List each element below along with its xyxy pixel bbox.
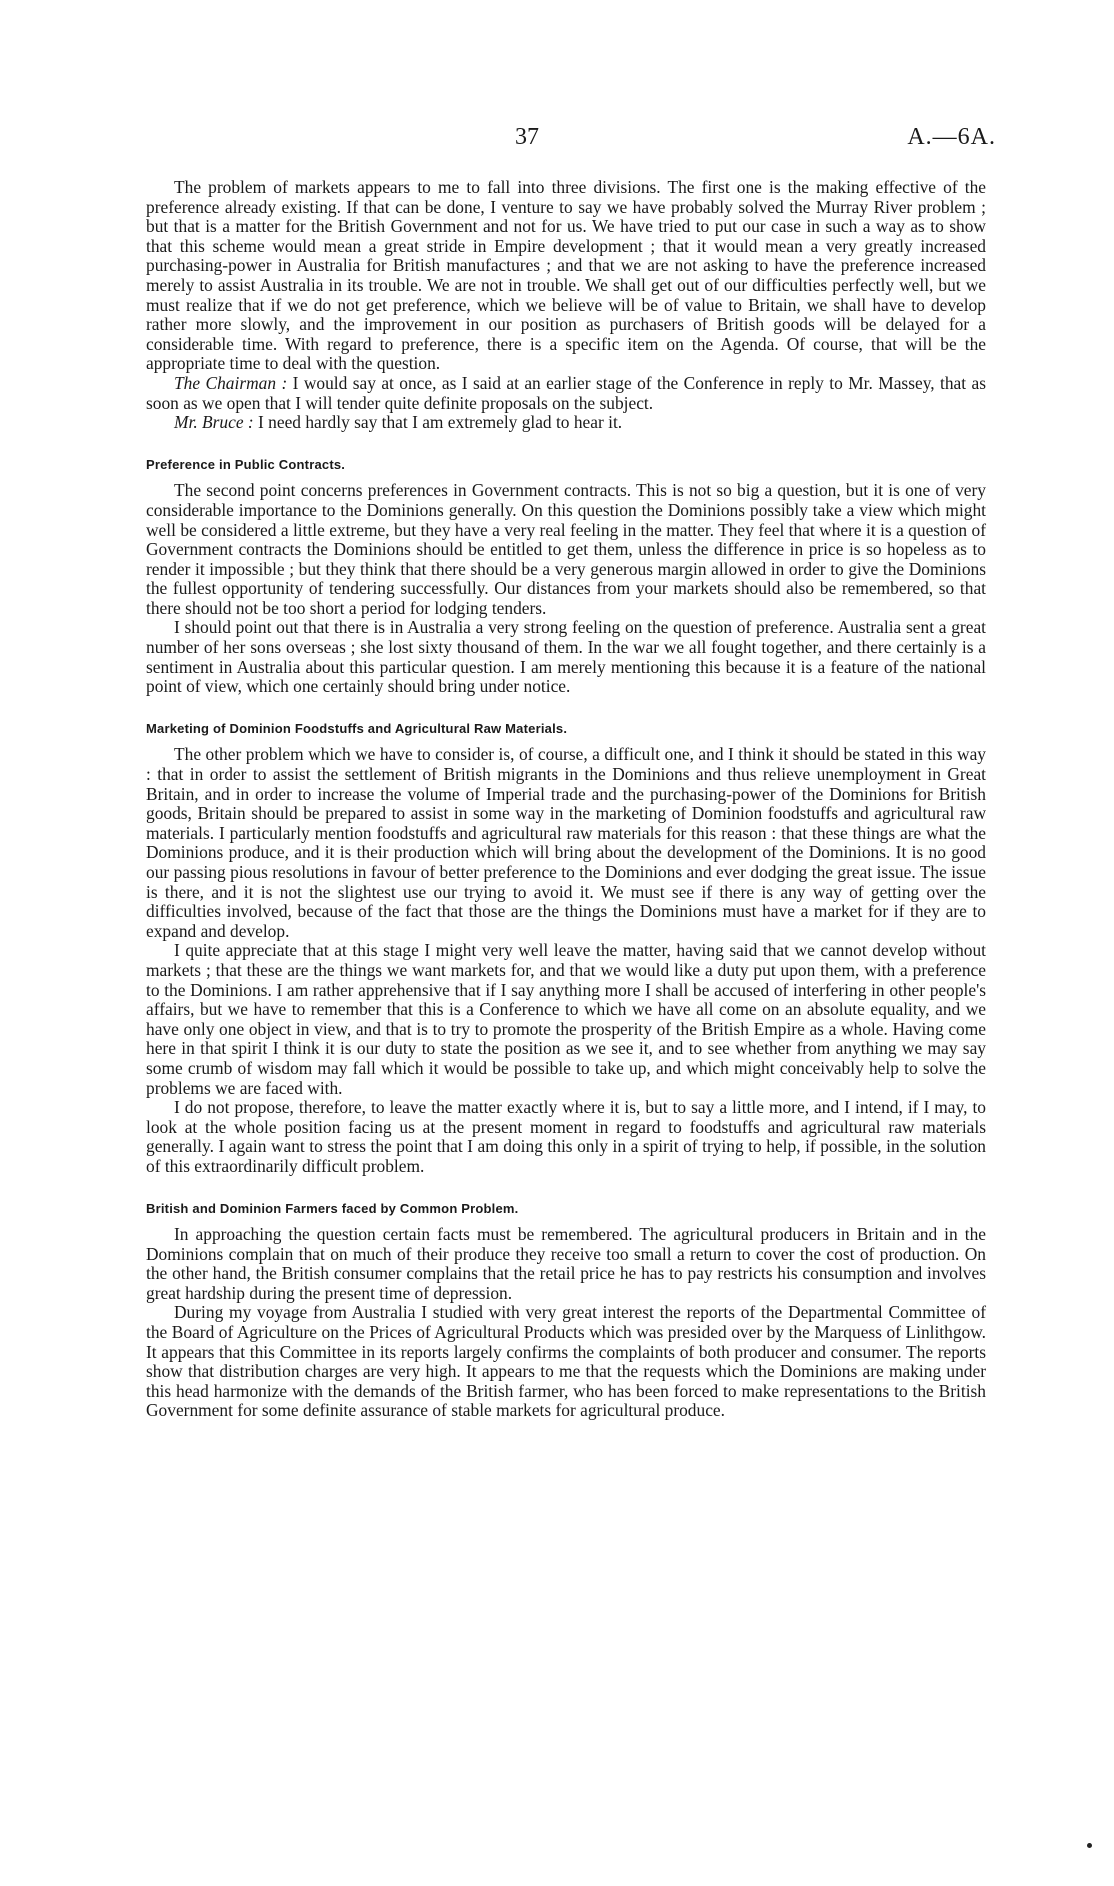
paragraph: The other problem which we have to consider is, of course, a difficult one, and I think it should be stated in this way : that in order to assist the settlement of British migrants in the Dominions and thus relieve unemployment in Great Britain, and in order to increase the volume of Imperial trade and the purchasing-power of the Dominions for British goods, Britain should be prepared to assist in some way in the marketing of Dominion foodstuffs and agricultural raw materials. I particularly mention foodstuffs and agricultural raw materials for this reason : that these things are what the Dominions produce, and it is their production which will bring about the development of the Dominions. It is no good our passing pious resolutions in favour of better preference to the Dominions and ever dodging the great issue. The issue is there, and it is not the slightest use our trying to avoid it. We must see if there is any way of getting over the difficulties involved, because of the fact that those are the things the Dominions must have a market for if they are to expand and develop. <box>146 744 986 941</box>
page-header <box>0 120 1114 160</box>
body-text <box>146 178 986 1421</box>
speaker-name: Mr. Bruce : <box>174 412 254 433</box>
speaker-name: The Chairman : <box>174 372 288 393</box>
speech-text: I need hardly say that I am extremely glad to hear it. <box>253 412 623 433</box>
paragraph: I do not propose, therefore, to leave the matter exactly where it is, but to say a little more, and I intend, if I may, to look at the whole position facing us at the present moment in regard to foodstuffs and agricultural raw materials generally. I again want to stress the point that I am doing this only in a spirit of trying to help, if possible, in the solution of this extraordinarily difficult problem. <box>146 1097 986 1176</box>
paragraph-bruce <box>146 413 986 433</box>
paragraph: The second point concerns preferences in Government contracts. This is not so big a question, but it is one of very considerable importance to the Dominions generally. On this question the Dominions possibly take a view which might well be considered a little extreme, but they have a very real feeling in the matter. They feel that where it is a question of Government contracts the Dominions should be entitled to get them, unless the difference in price is so hopeless as to render it impossible ; but they think that there should be a very generous margin allowed in order to give the Dominions the fullest opportunity of tendering successfully. Our distances from your markets should also be remembered, so that there should not be too short a period for lodging tenders. <box>146 480 986 618</box>
paragraph: I should point out that there is in Australia a very strong feeling on the question of preference. Australia sent a great number of her sons overseas ; she lost sixty thousand of them. In the war we all fought together, and there certainly is a sentiment in Australia about this particular question. I am merely mentioning this because it is a feature of the national point of view, which one certainly should bring under notice. <box>146 617 986 697</box>
section-heading-public-contracts: Preference in Public Contracts. <box>146 456 346 472</box>
document-reference: A.—6A. <box>907 124 996 150</box>
paragraph: During my voyage from Australia I studied with very great interest the reports of the Departmental Committee of the Board of Agriculture on the Prices of Agricultural Products which was presided over by the Marquess of Linlithgow. It appears that this Committee in its reports largely confirms the complaints of both producer and consumer. The reports show that distribution charges are very high. It appears to me that the requests which the Dominions are making under this head harmonize with the demands of the British farmer, who has been forced to make representations to the British Government for some definite assurance of stable markets for agricultural produce. <box>146 1302 986 1421</box>
ink-dot <box>1087 1843 1092 1848</box>
paragraph-chairman <box>146 374 986 413</box>
paragraph: I quite appreciate that at this stage I might very well leave the matter, having said that we cannot develop without markets ; that these are the things we want markets for, and that we would like a duty put upon them, with a preference to the Dominions. I am rather apprehensive that if I say anything more I shall be accused of interfering in other people's affairs, but we have to remember that this is a Conference to which we have all come on an absolute equality, and we have only one object in view, and that is to try to promote the prosperity of the British Empire as a whole. Having come here in that spirit I think it is our duty to state the position as we see it, and to see whether from anything we may say some crumb of wisdom may fall which it would be possible to take up, and which might conceivably help to solve the problems we are faced with. <box>146 940 986 1098</box>
section-heading-farmers: British and Dominion Farmers faced by Common Problem. <box>146 1200 519 1216</box>
page-number: 37 <box>515 124 539 150</box>
paragraph: The problem of markets appears to me to fall into three divisions. The first one is the making effective of the preference already existing. If that can be done, I venture to say we have probably solved the Murray River problem ; but that is a matter for the British Government and not for us. We have tried to put our case in such a way as to show that this scheme would mean a great stride in Empire development ; that it would mean a very greatly increased purchasing-power in Australia for British manufactures ; and that we are not asking to have the preference increased merely to assist Australia in its trouble. We are not in trouble. We shall get out of our difficulties perfectly well, but we must realize that if we do not get preference, which we believe will be of value to Britain, we shall have to develop rather more slowly, and the improvement in our position as purchasers of British goods will be delayed for a considerable time. With regard to preference, there is a specific item on the Agenda. Of course, that will be the appropriate time to deal with the question. <box>146 177 986 374</box>
section-heading-marketing: Marketing of Dominion Foodstuffs and Agricultural Raw Materials. <box>146 720 568 736</box>
paragraph: In approaching the question certain facts must be remembered. The agricultural producers in Britain and in the Dominions complain that on much of their produce they receive too small a return to cover the cost of production. On the other hand, the British consumer complains that the retail price he has to pay restricts his consumption and involves great hardship during the present time of depression. <box>146 1224 986 1303</box>
speech-text: I would say at once, as I said at an earlier stage of the Conference in reply to Mr. Massey, that as soon as we open that I will tender quite definite proposals on the subject. <box>146 372 986 413</box>
